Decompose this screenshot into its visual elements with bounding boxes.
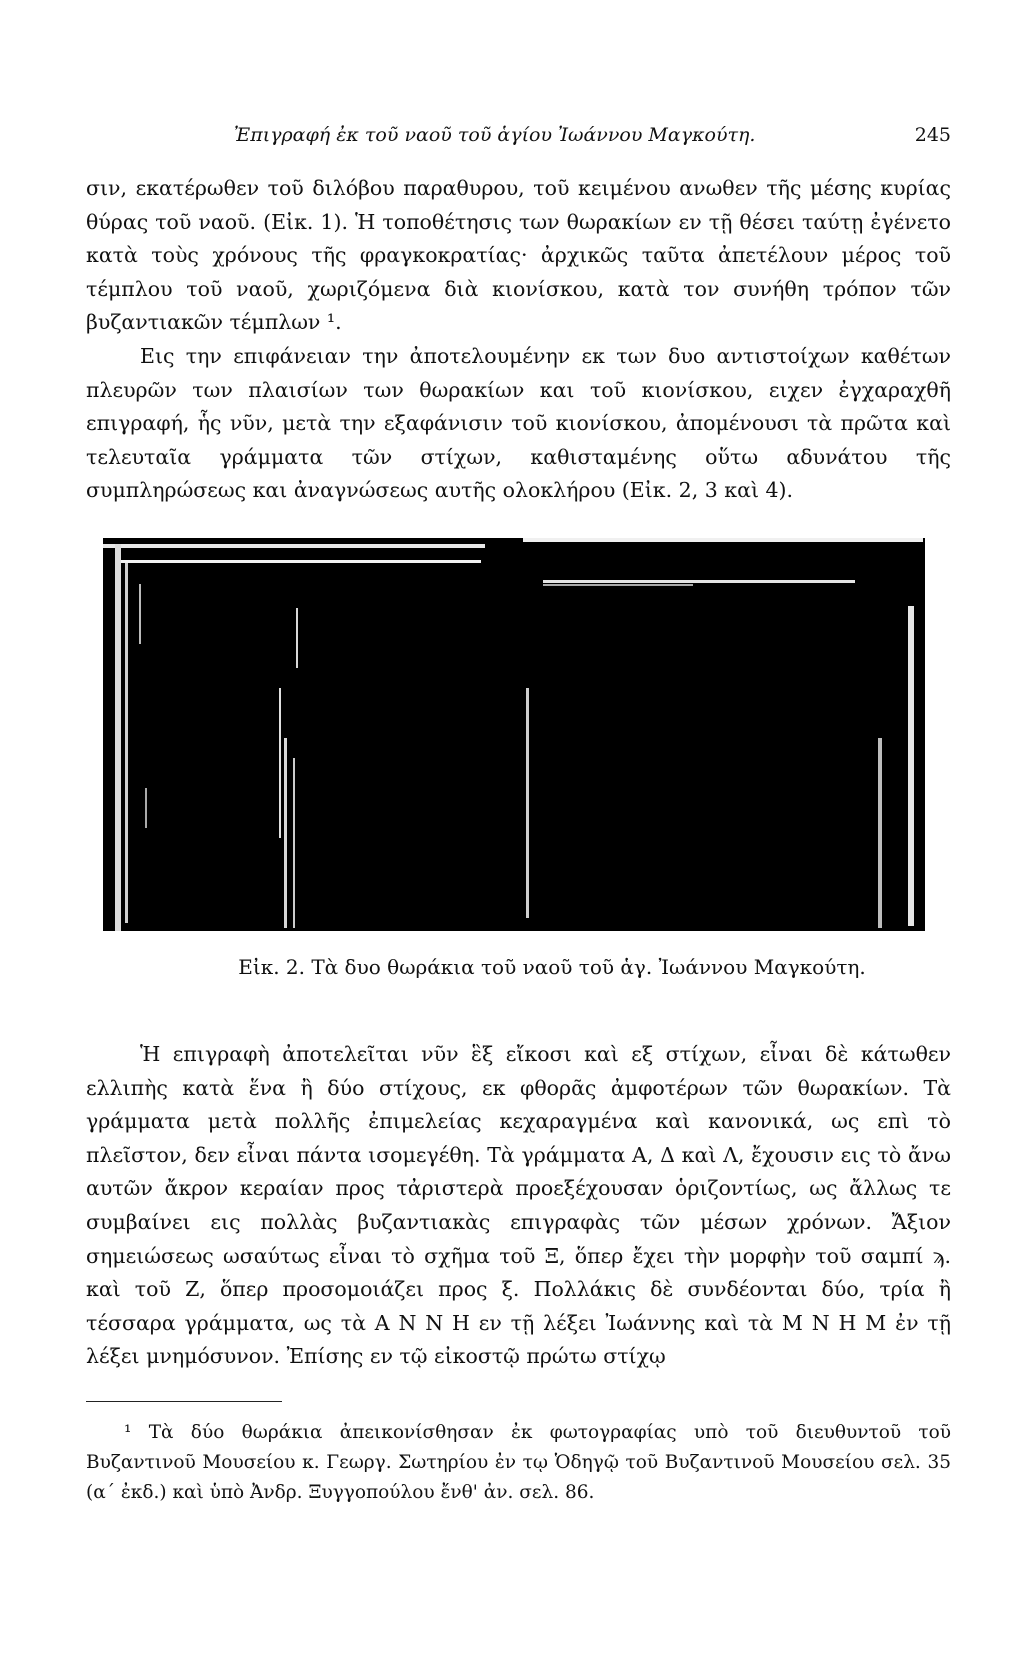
footnotes <box>86 1418 951 1508</box>
left-panel-top-edge <box>103 544 485 548</box>
figure-caption: Εἰκ. 2. Τὰ δυο θωράκια τοῦ ναοῦ τοῦ ἁγ. Ἰωάννου Μαγκούτη. <box>238 955 866 979</box>
figure-thorakia-photo <box>103 538 925 931</box>
paragraph-1: σιν, εκατέρωθεν τοῦ διλόβου παραθυρου, τοῦ κειμένου ανωθεν τῆς μέσης κυρίας θύρας τοῦ ναοῦ. (Εἰκ. 1). Ἡ τοποθέτησις των θωρακίων εν τῇ θέσει ταύτῃ ἐγένετο κατὰ τοὺς χρόνους τῆς φραγκοκρατίας· ἀρχικῶς ταῦτα ἀπετέλουν μέρος τοῦ τέμπλου τοῦ ναοῦ, χωριζόμενα διὰ κιονίσκου, κατὰ τον συνήθη τρόπον τῶν βυζαντιακῶν τέμπλων ¹. <box>86 176 951 335</box>
right-panel-inner-right-edge <box>878 738 882 928</box>
paragraph-2: Εις την επιφάνειαν την ἀποτελουμένην εκ των δυο αντιστοίχων καθέτων πλευρῶν των πλαισίων των θωρακίων και τοῦ κιονίσκου, ειχεν ἐγχαραχθῆ επιγραφή, ἧς νῦν, μετὰ την εξαφάνισιν τοῦ κιονίσκου, ἀπομένουσι τὰ πρῶτα καὶ τελευταῖα γράμματα τῶν στίχων, καθισταμένης οὕτω αδυνάτου τῆς συμπληρώσεως και ἀναγνώσεως αυτῆς ολοκλήρου (Εἰκ. 2, 3 καὶ 4). <box>86 343 951 503</box>
right-panel-left-edge <box>526 688 529 918</box>
body-text-bottom <box>86 1038 951 1374</box>
paragraph-3: Ἡ επιγραφὴ ἀποτελεῖται νῦν ἓξ εἴκοσι καὶ εξ στίχων, εἶναι δὲ κάτωθεν ελλιπὴς κατὰ ἕνα ἢ δύο στίχους, εκ φθορᾶς ἀμφοτέρων τῶν θωρακίων. Τὰ γράμματα μετὰ πολλῆς ἐπιμελείας κεχαραγμένα καὶ κανονικά, ως επὶ τὸ πλεῖστον, δεν εἶναι πάντα ισομεγέθη. Τὰ γράμματα Α, Δ καὶ Λ, ἔχουσιν εις τὸ ἄνω αυτῶν ἄκρον κεραίαν προς τἀριστερὰ προεξέχουσαν ὁριζοντίως, ως ἄλλως τε συμβαίνει εις πολλὰς βυζαντιακὰς επιγραφὰς τῶν μέσων χρόνων. Ἄξιον σημειώσεως ωσαύτως εἶναι τὸ σχῆμα τοῦ Ξ, ὅπερ ἔχει τὴν μορφὴν τοῦ σαμπί ϡ. καὶ τοῦ Ζ, ὅπερ προσομοιάζει προς ξ. Πολλάκις δὲ συνδέονται δύο, τρία ἢ τέσσαρα γράμματα, ως τὰ Α Ν Ν Η εν τῇ λέξει Ἰωάννης καὶ τὰ Μ Ν Η Μ ἐν τῇ λέξει μνημόσυνον. Ἐπίσης εν τῷ εἰκοστῷ πρώτω στίχῳ <box>86 1042 951 1369</box>
figure-image <box>103 538 925 931</box>
page-number: 245 <box>914 124 951 146</box>
left-panel-inner-left-edge <box>125 563 128 923</box>
footnote-divider <box>86 1401 282 1402</box>
left-panel-inner-top-edge <box>121 560 481 563</box>
colonnette-line-left <box>284 738 287 928</box>
colonnette-line-right <box>293 758 295 928</box>
running-head-title: Ἐπιγραφή ἐκ τοῦ ναοῦ τοῦ ἁγίου Ἰωάννου Μαγκούτη. <box>234 124 756 146</box>
left-panel-groove <box>139 584 141 644</box>
left-panel-crack <box>296 608 298 668</box>
right-panel-top-edge <box>523 538 923 542</box>
right-panel-outer-edge <box>908 606 914 926</box>
body-text-top <box>86 172 951 508</box>
left-panel-right-edge <box>279 688 281 838</box>
right-panel-lintel-shadow <box>543 584 693 586</box>
footnote-1: ¹ Τὰ δύο θωράκια ἀπεικονίσθησαν ἐκ φωτογραφίας υπὸ τοῦ διευθυντοῦ τοῦ Βυζαντινοῦ Μουσείου κ. Γεωργ. Σωτηρίου ἐν τῳ Ὁδηγῷ τοῦ Βυζαντινοῦ Μουσείου σελ. 35 (α΄ ἐκδ.) καὶ ὑπὸ Ἀνδρ. Ξυγγοπούλου ἔνθ' ἀν. σελ. 86. <box>86 1422 951 1503</box>
right-panel-inner-top-edge <box>543 580 855 583</box>
left-panel-mark <box>145 788 147 828</box>
left-panel-outer-edge <box>115 544 121 931</box>
